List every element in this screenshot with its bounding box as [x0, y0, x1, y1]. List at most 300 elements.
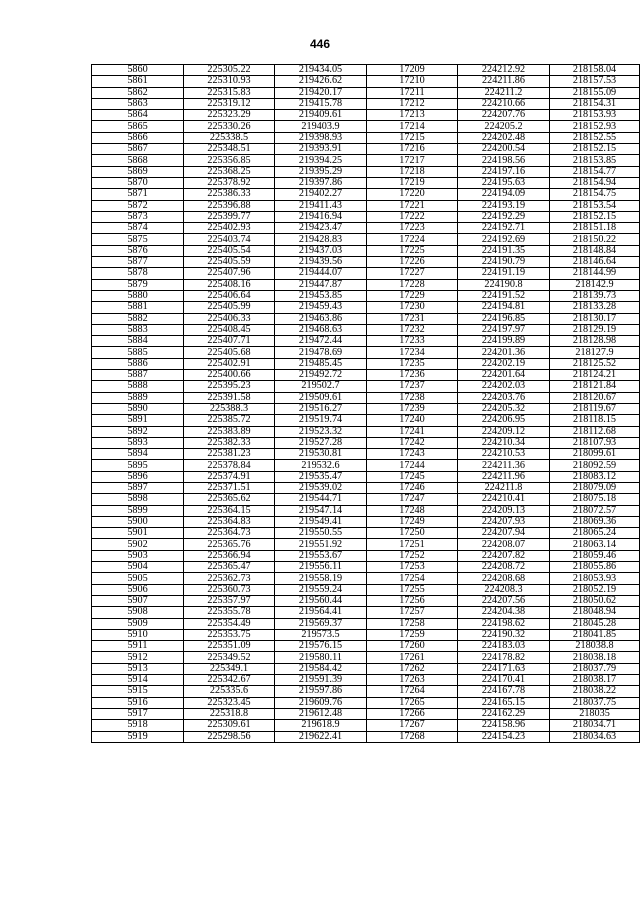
left-x-cell: 225405.59: [184, 257, 275, 268]
left-point-number-cell: 5884: [92, 336, 184, 347]
right-point-number-cell: 17235: [367, 358, 458, 369]
right-x-cell: 224207.56: [458, 595, 550, 606]
left-y-cell: 219576.15: [275, 641, 367, 652]
right-point-number-cell: 17216: [367, 144, 458, 155]
right-y-cell: 218041.85: [550, 629, 640, 640]
left-y-cell: 219564.41: [275, 607, 367, 618]
left-x-cell: 225305.22: [184, 65, 275, 76]
right-x-cell: 224211.86: [458, 76, 550, 87]
right-y-cell: 218151.18: [550, 223, 640, 234]
left-x-cell: 225362.73: [184, 573, 275, 584]
right-point-number-cell: 17210: [367, 76, 458, 87]
right-point-number-cell: 17217: [367, 155, 458, 166]
left-y-cell: 219556.11: [275, 562, 367, 573]
right-point-number-cell: 17236: [367, 370, 458, 381]
left-y-cell: 219416.94: [275, 211, 367, 222]
left-x-cell: 225356.85: [184, 155, 275, 166]
table-row: [92, 562, 640, 573]
left-point-number-cell: 5909: [92, 618, 184, 629]
right-point-number-cell: 17228: [367, 279, 458, 290]
right-y-cell: 218128.98: [550, 336, 640, 347]
right-point-number-cell: 17266: [367, 708, 458, 719]
left-y-cell: 219509.61: [275, 392, 367, 403]
right-x-cell: 224183.03: [458, 641, 550, 652]
right-x-cell: 224208.68: [458, 573, 550, 584]
table-row: [92, 87, 640, 98]
right-point-number-cell: 17253: [367, 562, 458, 573]
table-row: [92, 200, 640, 211]
left-point-number-cell: 5905: [92, 573, 184, 584]
left-point-number-cell: 5906: [92, 584, 184, 595]
left-x-cell: 225405.99: [184, 302, 275, 313]
table-row: [92, 618, 640, 629]
right-point-number-cell: 17224: [367, 234, 458, 245]
right-y-cell: 218038.17: [550, 675, 640, 686]
right-y-cell: 218037.79: [550, 663, 640, 674]
right-point-number-cell: 17248: [367, 505, 458, 516]
left-point-number-cell: 5871: [92, 189, 184, 200]
left-y-cell: 219550.55: [275, 528, 367, 539]
right-y-cell: 218152.93: [550, 121, 640, 132]
left-y-cell: 219472.44: [275, 336, 367, 347]
table-row: [92, 641, 640, 652]
left-y-cell: 219393.91: [275, 144, 367, 155]
left-y-cell: 219447.87: [275, 279, 367, 290]
right-x-cell: 224202.03: [458, 381, 550, 392]
table-row: [92, 358, 640, 369]
left-point-number-cell: 5916: [92, 697, 184, 708]
right-point-number-cell: 17242: [367, 437, 458, 448]
right-x-cell: 224207.82: [458, 550, 550, 561]
right-y-cell: 218107.93: [550, 437, 640, 448]
left-x-cell: 225408.16: [184, 279, 275, 290]
left-y-cell: 219485.45: [275, 358, 367, 369]
table-row: [92, 720, 640, 731]
left-x-cell: 225368.25: [184, 166, 275, 177]
left-y-cell: 219618.9: [275, 720, 367, 731]
left-x-cell: 225357.97: [184, 595, 275, 606]
right-y-cell: 218153.54: [550, 200, 640, 211]
left-x-cell: 225406.33: [184, 313, 275, 324]
right-y-cell: 218139.73: [550, 290, 640, 301]
left-y-cell: 219612.48: [275, 708, 367, 719]
left-y-cell: 219544.71: [275, 494, 367, 505]
left-x-cell: 225365.62: [184, 494, 275, 505]
left-y-cell: 219423.47: [275, 223, 367, 234]
left-point-number-cell: 5878: [92, 268, 184, 279]
left-x-cell: 225402.93: [184, 223, 275, 234]
right-y-cell: 218083.12: [550, 471, 640, 482]
left-y-cell: 219468.63: [275, 324, 367, 335]
table-row: [92, 675, 640, 686]
right-x-cell: 224158.96: [458, 720, 550, 731]
table-row: [92, 268, 640, 279]
left-x-cell: 225315.83: [184, 87, 275, 98]
right-x-cell: 224165.15: [458, 697, 550, 708]
table-row: [92, 550, 640, 561]
right-x-cell: 224210.41: [458, 494, 550, 505]
left-point-number-cell: 5886: [92, 358, 184, 369]
right-x-cell: 224192.71: [458, 223, 550, 234]
right-y-cell: 218158.04: [550, 65, 640, 76]
right-x-cell: 224210.66: [458, 98, 550, 109]
right-y-cell: 218152.55: [550, 132, 640, 143]
right-x-cell: 224202.48: [458, 132, 550, 143]
table-row: [92, 595, 640, 606]
left-point-number-cell: 5874: [92, 223, 184, 234]
right-point-number-cell: 17247: [367, 494, 458, 505]
table-row: [92, 415, 640, 426]
table-row: [92, 505, 640, 516]
left-x-cell: 225385.72: [184, 415, 275, 426]
left-point-number-cell: 5866: [92, 132, 184, 143]
right-x-cell: 224178.82: [458, 652, 550, 663]
right-x-cell: 224210.34: [458, 437, 550, 448]
left-x-cell: 225378.84: [184, 460, 275, 471]
table-row: [92, 426, 640, 437]
right-point-number-cell: 17255: [367, 584, 458, 595]
right-point-number-cell: 17251: [367, 539, 458, 550]
right-point-number-cell: 17239: [367, 403, 458, 414]
right-x-cell: 224194.81: [458, 302, 550, 313]
left-x-cell: 225330.26: [184, 121, 275, 132]
right-y-cell: 218075.18: [550, 494, 640, 505]
right-x-cell: 224191.19: [458, 268, 550, 279]
left-x-cell: 225405.54: [184, 245, 275, 256]
left-x-cell: 225391.58: [184, 392, 275, 403]
table-row: [92, 494, 640, 505]
left-x-cell: 225310.93: [184, 76, 275, 87]
table-row: [92, 65, 640, 76]
left-y-cell: 219434.05: [275, 65, 367, 76]
right-point-number-cell: 17245: [367, 471, 458, 482]
left-point-number-cell: 5868: [92, 155, 184, 166]
left-x-cell: 225349.1: [184, 663, 275, 674]
right-y-cell: 218065.24: [550, 528, 640, 539]
right-y-cell: 218072.57: [550, 505, 640, 516]
right-y-cell: 218063.14: [550, 539, 640, 550]
left-x-cell: 225402.91: [184, 358, 275, 369]
left-y-cell: 219591.39: [275, 675, 367, 686]
left-y-cell: 219437.03: [275, 245, 367, 256]
table-row: [92, 166, 640, 177]
left-x-cell: 225319.12: [184, 98, 275, 109]
right-y-cell: 218034.63: [550, 731, 640, 742]
table-row: [92, 708, 640, 719]
right-x-cell: 224203.76: [458, 392, 550, 403]
right-point-number-cell: 17240: [367, 415, 458, 426]
right-y-cell: 218124.21: [550, 370, 640, 381]
right-x-cell: 224194.09: [458, 189, 550, 200]
right-y-cell: 218050.62: [550, 595, 640, 606]
left-x-cell: 225374.91: [184, 471, 275, 482]
left-point-number-cell: 5891: [92, 415, 184, 426]
left-y-cell: 219397.86: [275, 177, 367, 188]
right-y-cell: 218154.75: [550, 189, 640, 200]
left-y-cell: 219535.47: [275, 471, 367, 482]
right-x-cell: 224167.78: [458, 686, 550, 697]
table-row: [92, 686, 640, 697]
right-y-cell: 218152.15: [550, 144, 640, 155]
right-x-cell: 224198.62: [458, 618, 550, 629]
right-x-cell: 224197.97: [458, 324, 550, 335]
right-point-number-cell: 17257: [367, 607, 458, 618]
right-y-cell: 218144.99: [550, 268, 640, 279]
right-y-cell: 218038.18: [550, 652, 640, 663]
left-point-number-cell: 5864: [92, 110, 184, 121]
left-point-number-cell: 5899: [92, 505, 184, 516]
left-y-cell: 219463.86: [275, 313, 367, 324]
left-y-cell: 219551.92: [275, 539, 367, 550]
left-y-cell: 219597.86: [275, 686, 367, 697]
left-point-number-cell: 5893: [92, 437, 184, 448]
left-point-number-cell: 5885: [92, 347, 184, 358]
left-y-cell: 219569.37: [275, 618, 367, 629]
right-point-number-cell: 17254: [367, 573, 458, 584]
left-point-number-cell: 5870: [92, 177, 184, 188]
left-x-cell: 225371.51: [184, 482, 275, 493]
left-y-cell: 219453.85: [275, 290, 367, 301]
left-y-cell: 219539.02: [275, 482, 367, 493]
table-row: [92, 663, 640, 674]
table-row: [92, 731, 640, 742]
right-point-number-cell: 17221: [367, 200, 458, 211]
table-row: [92, 132, 640, 143]
left-point-number-cell: 5865: [92, 121, 184, 132]
right-point-number-cell: 17268: [367, 731, 458, 742]
left-point-number-cell: 5897: [92, 482, 184, 493]
left-x-cell: 225364.83: [184, 516, 275, 527]
right-point-number-cell: 17265: [367, 697, 458, 708]
right-x-cell: 224196.85: [458, 313, 550, 324]
right-x-cell: 224195.63: [458, 177, 550, 188]
left-y-cell: 219426.62: [275, 76, 367, 87]
left-point-number-cell: 5915: [92, 686, 184, 697]
left-y-cell: 219394.25: [275, 155, 367, 166]
table-row: [92, 336, 640, 347]
left-x-cell: 225323.45: [184, 697, 275, 708]
left-y-cell: 219395.29: [275, 166, 367, 177]
right-y-cell: 218129.19: [550, 324, 640, 335]
left-x-cell: 225364.15: [184, 505, 275, 516]
left-x-cell: 225353.75: [184, 629, 275, 640]
right-x-cell: 224199.89: [458, 336, 550, 347]
left-x-cell: 225298.56: [184, 731, 275, 742]
right-x-cell: 224212.92: [458, 65, 550, 76]
left-y-cell: 219584.42: [275, 663, 367, 674]
right-y-cell: 218120.67: [550, 392, 640, 403]
left-y-cell: 219558.19: [275, 573, 367, 584]
right-y-cell: 218130.17: [550, 313, 640, 324]
table-row: [92, 121, 640, 132]
left-point-number-cell: 5913: [92, 663, 184, 674]
right-x-cell: 224193.19: [458, 200, 550, 211]
table-row: [92, 302, 640, 313]
right-x-cell: 224209.13: [458, 505, 550, 516]
left-y-cell: 219573.5: [275, 629, 367, 640]
right-point-number-cell: 17211: [367, 87, 458, 98]
right-x-cell: 224205.2: [458, 121, 550, 132]
left-x-cell: 225407.71: [184, 336, 275, 347]
left-y-cell: 219439.56: [275, 257, 367, 268]
left-x-cell: 225407.96: [184, 268, 275, 279]
left-y-cell: 219415.78: [275, 98, 367, 109]
right-y-cell: 218069.36: [550, 516, 640, 527]
right-point-number-cell: 17243: [367, 449, 458, 460]
table-row: [92, 528, 640, 539]
right-x-cell: 224170.41: [458, 675, 550, 686]
table-row: [92, 392, 640, 403]
right-point-number-cell: 17213: [367, 110, 458, 121]
left-point-number-cell: 5900: [92, 516, 184, 527]
left-y-cell: 219609.76: [275, 697, 367, 708]
right-y-cell: 218052.19: [550, 584, 640, 595]
right-y-cell: 218099.61: [550, 449, 640, 460]
right-point-number-cell: 17222: [367, 211, 458, 222]
right-x-cell: 224190.8: [458, 279, 550, 290]
left-x-cell: 225365.76: [184, 539, 275, 550]
left-y-cell: 219492.72: [275, 370, 367, 381]
right-y-cell: 218037.75: [550, 697, 640, 708]
left-y-cell: 219532.6: [275, 460, 367, 471]
left-point-number-cell: 5892: [92, 426, 184, 437]
right-y-cell: 218045.28: [550, 618, 640, 629]
left-point-number-cell: 5873: [92, 211, 184, 222]
right-point-number-cell: 17250: [367, 528, 458, 539]
left-y-cell: 219559.24: [275, 584, 367, 595]
left-x-cell: 225342.67: [184, 675, 275, 686]
right-x-cell: 224207.76: [458, 110, 550, 121]
left-point-number-cell: 5896: [92, 471, 184, 482]
left-point-number-cell: 5914: [92, 675, 184, 686]
left-point-number-cell: 5918: [92, 720, 184, 731]
right-point-number-cell: 17231: [367, 313, 458, 324]
left-point-number-cell: 5883: [92, 324, 184, 335]
left-x-cell: 225381.23: [184, 449, 275, 460]
right-point-number-cell: 17264: [367, 686, 458, 697]
right-point-number-cell: 17238: [367, 392, 458, 403]
table-row: [92, 290, 640, 301]
left-x-cell: 225395.23: [184, 381, 275, 392]
right-point-number-cell: 17218: [367, 166, 458, 177]
table-row: [92, 471, 640, 482]
left-x-cell: 225309.61: [184, 720, 275, 731]
right-point-number-cell: 17226: [367, 257, 458, 268]
right-y-cell: 218146.64: [550, 257, 640, 268]
right-x-cell: 224207.93: [458, 516, 550, 527]
left-y-cell: 219580.11: [275, 652, 367, 663]
left-point-number-cell: 5887: [92, 370, 184, 381]
left-y-cell: 219428.83: [275, 234, 367, 245]
left-point-number-cell: 5862: [92, 87, 184, 98]
table-row: [92, 177, 640, 188]
left-x-cell: 225360.73: [184, 584, 275, 595]
left-point-number-cell: 5902: [92, 539, 184, 550]
right-x-cell: 224200.54: [458, 144, 550, 155]
table-row: [92, 629, 640, 640]
table-row: [92, 482, 640, 493]
table-row: [92, 279, 640, 290]
right-y-cell: 218155.09: [550, 87, 640, 98]
left-point-number-cell: 5904: [92, 562, 184, 573]
right-y-cell: 218153.85: [550, 155, 640, 166]
table-row: [92, 211, 640, 222]
left-y-cell: 219403.9: [275, 121, 367, 132]
right-point-number-cell: 17209: [367, 65, 458, 76]
right-point-number-cell: 17215: [367, 132, 458, 143]
right-point-number-cell: 17219: [367, 177, 458, 188]
page-number: 446: [309, 37, 331, 51]
right-point-number-cell: 17237: [367, 381, 458, 392]
left-point-number-cell: 5903: [92, 550, 184, 561]
right-y-cell: 218154.31: [550, 98, 640, 109]
table-row: [92, 347, 640, 358]
left-y-cell: 219478.69: [275, 347, 367, 358]
left-y-cell: 219622.41: [275, 731, 367, 742]
left-point-number-cell: 5875: [92, 234, 184, 245]
left-x-cell: 225366.94: [184, 550, 275, 561]
left-point-number-cell: 5889: [92, 392, 184, 403]
right-x-cell: 224208.3: [458, 584, 550, 595]
table-row: [92, 697, 640, 708]
left-x-cell: 225408.45: [184, 324, 275, 335]
table-row: [92, 460, 640, 471]
right-point-number-cell: 17244: [367, 460, 458, 471]
table-row: [92, 437, 640, 448]
table-row: [92, 155, 640, 166]
right-y-cell: 218152.15: [550, 211, 640, 222]
right-x-cell: 224201.36: [458, 347, 550, 358]
right-x-cell: 224191.35: [458, 245, 550, 256]
left-x-cell: 225378.92: [184, 177, 275, 188]
right-y-cell: 218092.59: [550, 460, 640, 471]
left-point-number-cell: 5881: [92, 302, 184, 313]
table-row: [92, 98, 640, 109]
left-point-number-cell: 5863: [92, 98, 184, 109]
right-x-cell: 224211.96: [458, 471, 550, 482]
table-row: [92, 573, 640, 584]
left-x-cell: 225386.33: [184, 189, 275, 200]
right-point-number-cell: 17241: [367, 426, 458, 437]
left-y-cell: 219502.7: [275, 381, 367, 392]
table-row: [92, 144, 640, 155]
table-row: [92, 403, 640, 414]
right-point-number-cell: 17212: [367, 98, 458, 109]
table-row: [92, 370, 640, 381]
left-x-cell: 225403.74: [184, 234, 275, 245]
table-row: [92, 257, 640, 268]
table-row: [92, 516, 640, 527]
right-x-cell: 224154.23: [458, 731, 550, 742]
right-point-number-cell: 17233: [367, 336, 458, 347]
right-point-number-cell: 17259: [367, 629, 458, 640]
left-point-number-cell: 5917: [92, 708, 184, 719]
left-point-number-cell: 5895: [92, 460, 184, 471]
right-point-number-cell: 17261: [367, 652, 458, 663]
right-y-cell: 218118.15: [550, 415, 640, 426]
table-row: [92, 189, 640, 200]
left-x-cell: 225351.09: [184, 641, 275, 652]
right-x-cell: 224192.69: [458, 234, 550, 245]
left-x-cell: 225364.73: [184, 528, 275, 539]
right-x-cell: 224190.32: [458, 629, 550, 640]
left-point-number-cell: 5879: [92, 279, 184, 290]
right-x-cell: 224211.8: [458, 482, 550, 493]
left-point-number-cell: 5894: [92, 449, 184, 460]
left-x-cell: 225348.51: [184, 144, 275, 155]
right-point-number-cell: 17252: [367, 550, 458, 561]
table-row: [92, 234, 640, 245]
